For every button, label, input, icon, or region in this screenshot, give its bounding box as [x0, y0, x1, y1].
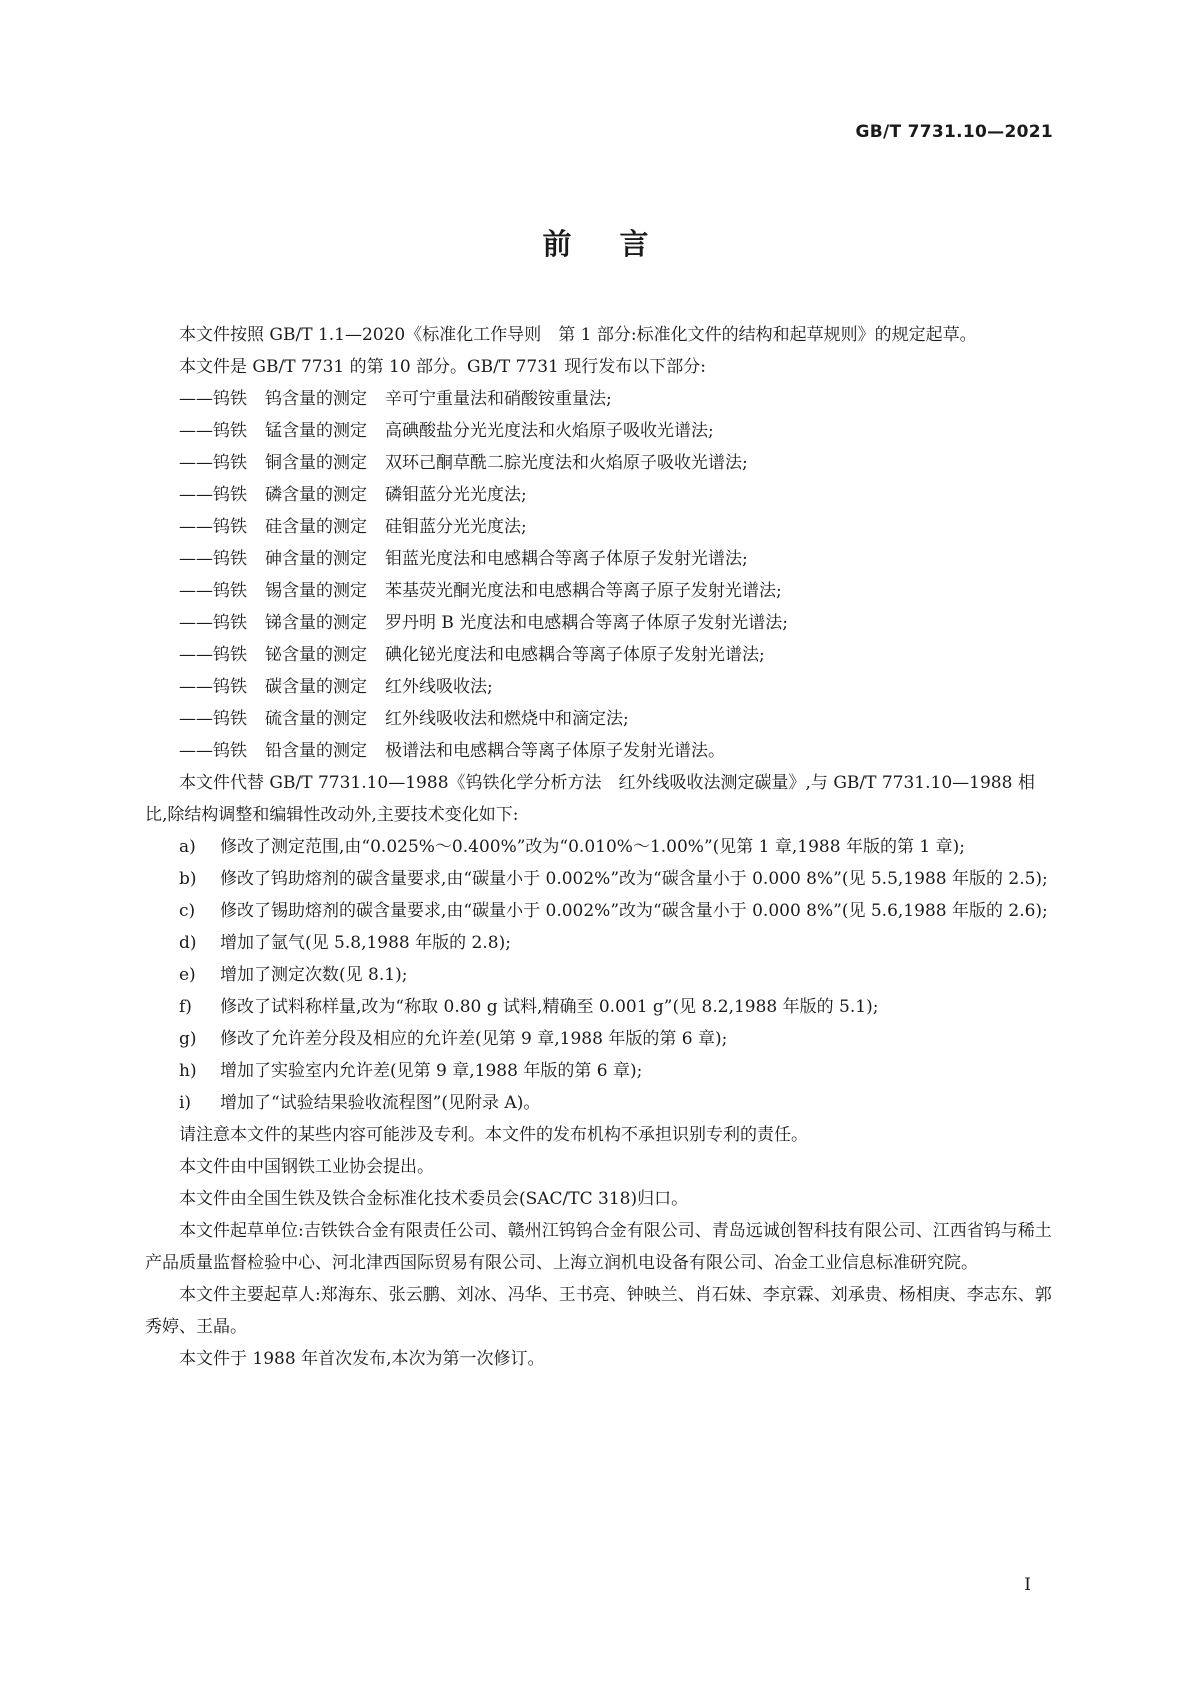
- change-item: h) 增加了实验室内允许差(见第 9 章,1988 年版的第 6 章);: [179, 1061, 643, 1081]
- page-number: I: [1024, 1575, 1031, 1595]
- part-item: ——钨铁 碳含量的测定 红外线吸收法;: [179, 677, 493, 697]
- change-item: g) 修改了允许差分段及相应的允许差(见第 9 章,1988 年版的第 6 章);: [179, 1029, 728, 1049]
- part-item: ——钨铁 锑含量的测定 罗丹明 B 光度法和电感耦合等离子体原子发射光谱法;: [179, 613, 789, 633]
- part-item: ——钨铁 铜含量的测定 双环己酮草酰二腙光度法和火焰原子吸收光谱法;: [179, 453, 748, 473]
- para-centralized: 本文件由全国生铁及铁合金标准化技术委员会(SAC/TC 318)归口。: [179, 1189, 689, 1209]
- change-item: i) 增加了“试验结果验收流程图”(见附录 A)。: [179, 1093, 541, 1113]
- change-item: b) 修改了钨助熔剂的碳含量要求,由“碳量小于 0.002%”改为“碳含量小于 0.000 8%”(见 5.5,1988 年版的 2.5);: [179, 869, 1048, 889]
- foreword-body: [145, 319, 1055, 1375]
- para-history: 本文件于 1988 年首次发布,本次为第一次修订。: [179, 1349, 545, 1369]
- para-basis: 本文件按照 GB/T 1.1—2020《标准化工作导则 第 1 部分:标准化文件的结构和起草规则》的规定起草。: [179, 325, 977, 345]
- change-item: f) 修改了试料称样量,改为“称取 0.80 g 试料,精确至 0.001 g”(见 8.2,1988 年版的 5.1);: [179, 997, 879, 1017]
- part-item: ——钨铁 锰含量的测定 高碘酸盐分光光度法和火焰原子吸收光谱法;: [179, 421, 714, 441]
- para-proposed: 本文件由中国钢铁工业协会提出。: [179, 1157, 434, 1177]
- change-item: a) 修改了测定范围,由“0.025%～0.400%”改为“0.010%～1.00%”(见第 1 章,1988 年版的第 1 章);: [179, 837, 965, 857]
- para-patent: 请注意本文件的某些内容可能涉及专利。本文件的发布机构不承担识别专利的责任。: [179, 1125, 808, 1145]
- part-item: ——钨铁 砷含量的测定 钼蓝光度法和电感耦合等离子体原子发射光谱法;: [179, 549, 748, 569]
- part-item: ——钨铁 铅含量的测定 极谱法和电感耦合等离子体原子发射光谱法。: [179, 741, 725, 761]
- page-title: 前言: [542, 227, 697, 261]
- parts-list: [145, 383, 1055, 767]
- part-item: ——钨铁 铋含量的测定 碘化铋光度法和电感耦合等离子体原子发射光谱法;: [179, 645, 765, 665]
- change-item: c) 修改了锡助熔剂的碳含量要求,由“碳量小于 0.002%”改为“碳含量小于 0.000 8%”(见 5.6,1988 年版的 2.6);: [179, 901, 1048, 921]
- change-item: d) 增加了氩气(见 5.8,1988 年版的 2.8);: [179, 933, 511, 953]
- para-replace: 本文件代替 GB/T 7731.10—1988《钨铁化学分析方法 红外线吸收法测定碳量》,与 GB/T 7731.10—1988 相比,除结构调整和编辑性改动外,主要技术变化如下:: [145, 773, 1035, 825]
- part-item: ——钨铁 磷含量的测定 磷钼蓝分光光度法;: [179, 485, 527, 505]
- para-drafting-units: 本文件起草单位:吉铁铁合金有限责任公司、赣州江钨钨合金有限公司、青岛远诚创智科技有限公司、江西省钨与稀土产品质量监督检验中心、河北津西国际贸易有限公司、上海立润机电设备有限公司、冶金工业信息标准研究院。: [145, 1221, 1052, 1273]
- part-item: ——钨铁 硫含量的测定 红外线吸收法和燃烧中和滴定法;: [179, 709, 629, 729]
- part-item: ——钨铁 锡含量的测定 苯基荧光酮光度法和电感耦合等离子原子发射光谱法;: [179, 581, 782, 601]
- para-part: 本文件是 GB/T 7731 的第 10 部分。GB/T 7731 现行发布以下部分:: [179, 357, 706, 377]
- change-item: e) 增加了测定次数(见 8.1);: [179, 965, 408, 985]
- part-item: ——钨铁 硅含量的测定 硅钼蓝分光光度法;: [179, 517, 527, 537]
- standard-code: GB/T 7731.10—2021: [855, 122, 1053, 142]
- changes-list: [145, 831, 1055, 1119]
- para-drafters: 本文件主要起草人:郑海东、张云鹏、刘冰、冯华、王书亮、钟映兰、肖石妹、李京霖、刘承贵、杨相庚、李志东、郭秀婷、王晶。: [145, 1285, 1052, 1337]
- part-item: ——钨铁 钨含量的测定 辛可宁重量法和硝酸铵重量法;: [179, 389, 612, 409]
